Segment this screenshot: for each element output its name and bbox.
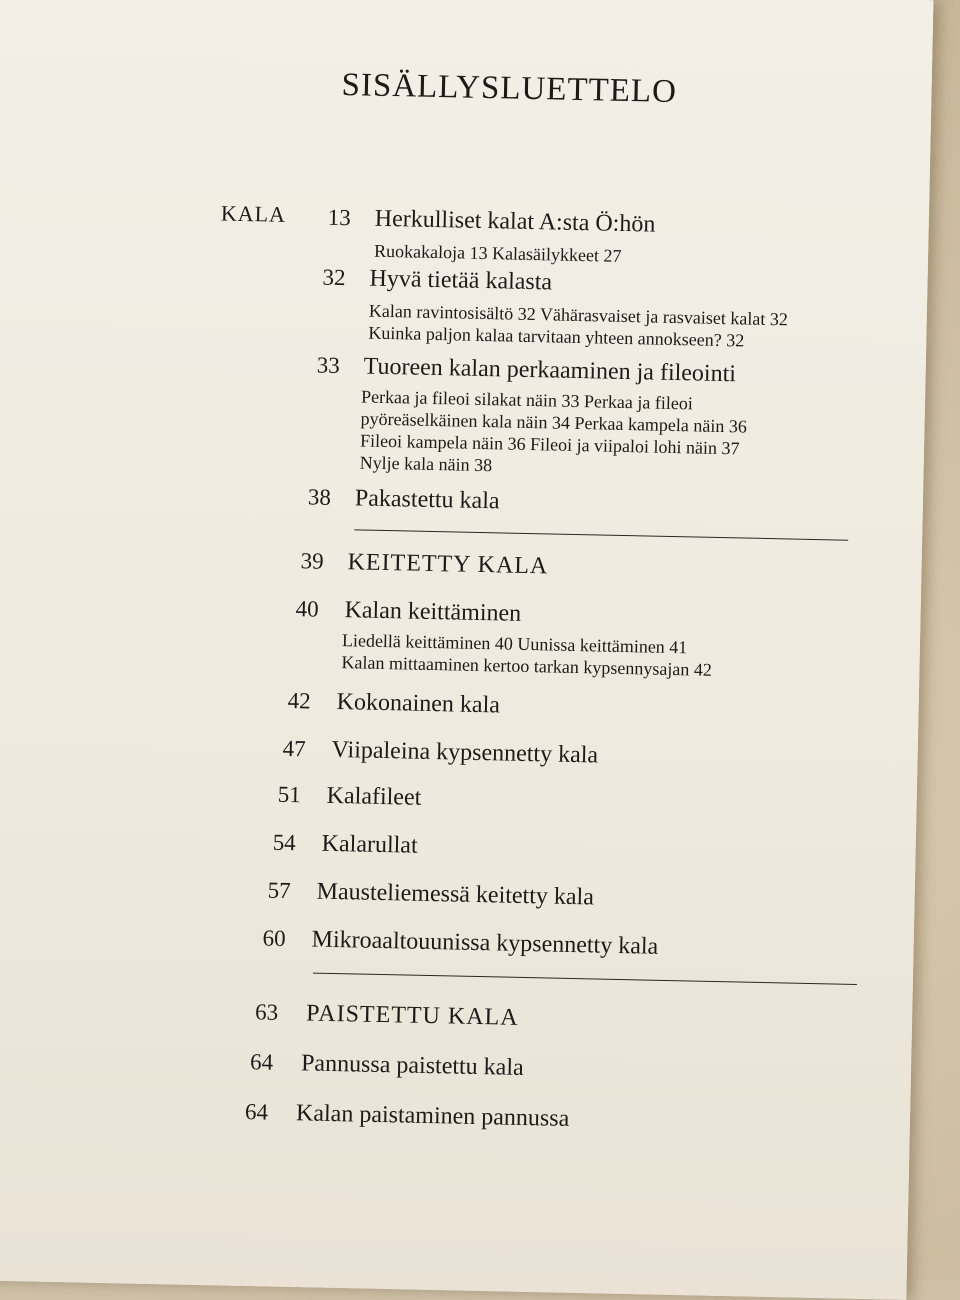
entry-subitems: Perkaa ja fileoi silakat näin 33 Perkaa ja fileoi <box>360 386 694 414</box>
page-title: SISÄLLYSLUETTELO <box>341 66 678 110</box>
entry-page-number: 54 <box>272 829 296 856</box>
entry-page-number: 42 <box>287 687 311 714</box>
entry-subitems: Kuinka paljon kalaa tarvitaan yhteen annokseen? 32 <box>368 322 745 351</box>
entry-heading: Pakastettu kala <box>354 485 500 515</box>
entry-page-number: 32 <box>322 264 346 291</box>
section-heading-paistettu: PAISTETTU KALA <box>305 1000 519 1031</box>
entry-subitems: Liedellä keittäminen 40 Uunissa keittäminen 41 <box>341 630 688 658</box>
entry-heading: Herkulliset kalat A:sta Ö:hön <box>374 205 656 238</box>
entry-heading: Mikroaaltouunissa kypsennetty kala <box>311 926 659 960</box>
entry-subitems: Kalan ravintosisältö 32 Vähärasvaiset ja rasvaiset kalat 32 <box>368 300 789 330</box>
entry-page-number: 40 <box>295 596 319 622</box>
section-label-kala: KALA <box>220 200 287 227</box>
entry-subitems: Fileoi kampela näin 36 Fileoi ja viipaloi lohi näin 37 <box>359 430 740 459</box>
entry-page-number: 63 <box>254 999 279 1025</box>
entry-page-number: 39 <box>300 548 324 574</box>
entry-page-number: 47 <box>282 735 306 762</box>
section-divider <box>354 529 848 540</box>
entry-heading: Mausteliemessä keitetty kala <box>316 878 595 911</box>
entry-subitems: Nylje kala näin 38 <box>359 452 493 476</box>
entry-page-number: 51 <box>277 781 301 808</box>
entry-page-number: 33 <box>316 352 340 378</box>
entry-subitems: pyöreäselkäinen kala näin 34 Perkaa kampela näin 36 <box>360 408 748 437</box>
entry-page-number: 64 <box>249 1049 274 1075</box>
entry-heading: Pannussa paistettu kala <box>300 1050 524 1082</box>
entry-subitems: Ruokakaloja 13 Kalasäilykkeet 27 <box>373 240 622 266</box>
entry-heading: Kalarullat <box>321 830 418 859</box>
entry-page-number: 60 <box>262 925 286 951</box>
entry-heading: Viipaleina kypsennetty kala <box>331 736 599 769</box>
section-divider <box>313 973 857 985</box>
section-heading-keitetty: KEITETTY KALA <box>347 549 549 580</box>
entry-page-number: 38 <box>307 484 332 510</box>
entry-heading: Hyvä tietää kalasta <box>369 265 553 296</box>
entry-heading: Kalan keittäminen <box>344 597 522 627</box>
entry-heading: Kokonainen kala <box>336 689 501 719</box>
entry-page-number: 64 <box>244 1099 269 1125</box>
entry-page-number: 57 <box>267 877 291 904</box>
entry-heading: Kalan paistaminen pannussa <box>295 1100 570 1132</box>
entry-subitems: Kalan mittaaminen kertoo tarkan kypsennysajan 42 <box>341 652 713 680</box>
entry-heading: Kalafileet <box>326 782 422 811</box>
entry-page-number: 13 <box>327 204 352 231</box>
entry-heading: Tuoreen kalan perkaaminen ja fileointi <box>363 353 737 388</box>
